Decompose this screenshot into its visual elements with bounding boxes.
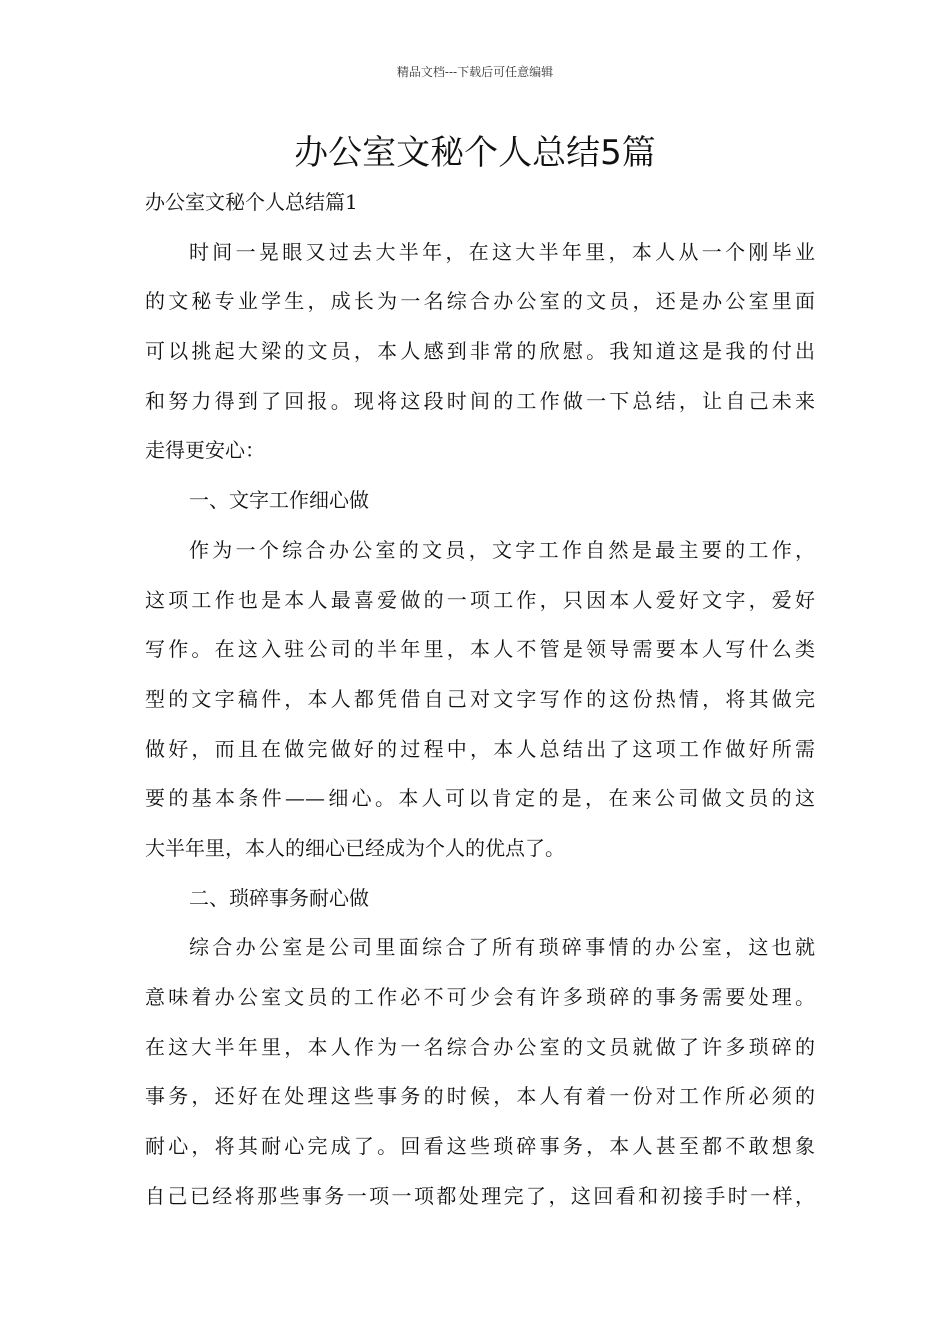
paragraph-line: 和努力得到了回报。现将这段时间的工作做一下总结，让自己未来 [145, 388, 815, 413]
subheading-2: 二、琐碎事务耐心做 [189, 885, 369, 910]
paragraph-line: 事务，还好在处理这些事务的时候，本人有着一份对工作所必须的 [145, 1084, 815, 1109]
paragraph-line: 的文秘专业学生，成长为一名综合办公室的文员，还是办公室里面 [145, 289, 815, 314]
paragraph-line: 作为一个综合办公室的文员，文字工作自然是最主要的工作， [189, 537, 815, 562]
paragraph-line: 大半年里，本人的细心已经成为个人的优点了。 [145, 835, 565, 860]
document-title: 办公室文秘个人总结5篇 [294, 133, 656, 173]
paragraph-line: 写作。在这入驻公司的半年里，本人不管是领导需要本人写什么类 [145, 637, 815, 662]
paragraph-line: 要的基本条件——细心。本人可以肯定的是，在来公司做文员的这 [145, 786, 815, 811]
paragraph-line: 这项工作也是本人最喜爱做的一项工作，只因本人爱好文字，爱好 [145, 587, 815, 612]
paragraph-line: 型的文字稿件，本人都凭借自己对文字写作的这份热情，将其做完 [145, 686, 815, 711]
paragraph-line: 做好，而且在做完做好的过程中，本人总结出了这项工作做好所需 [145, 736, 815, 761]
paragraph-line: 自己已经将那些事务一项一项都处理完了，这回看和初接手时一样， [145, 1183, 815, 1208]
header-note: 精品文档---下载后可任意编辑 [396, 65, 554, 79]
paragraph-line: 综合办公室是公司里面综合了所有琐碎事情的办公室，这也就 [189, 935, 815, 960]
paragraph-line: 意味着办公室文员的工作必不可少会有许多琐碎的事务需要处理。 [145, 985, 815, 1009]
paragraph-line: 可以挑起大梁的文员，本人感到非常的欣慰。我知道这是我的付出 [145, 339, 815, 364]
paragraph-line: 时间一晃眼又过去大半年，在这大半年里，本人从一个刚毕业 [189, 239, 815, 264]
subheading-1: 一、文字工作细心做 [189, 488, 369, 513]
section-heading: 办公室文秘个人总结篇1 [145, 190, 358, 214]
paragraph-line: 在这大半年里，本人作为一名综合办公室的文员就做了许多琐碎的 [145, 1034, 815, 1059]
document-body [145, 178, 815, 1221]
paragraph-line: 耐心，将其耐心完成了。回看这些琐碎事务，本人甚至都不敢想象 [145, 1134, 815, 1159]
paragraph-line: 走得更安心： [145, 438, 265, 463]
